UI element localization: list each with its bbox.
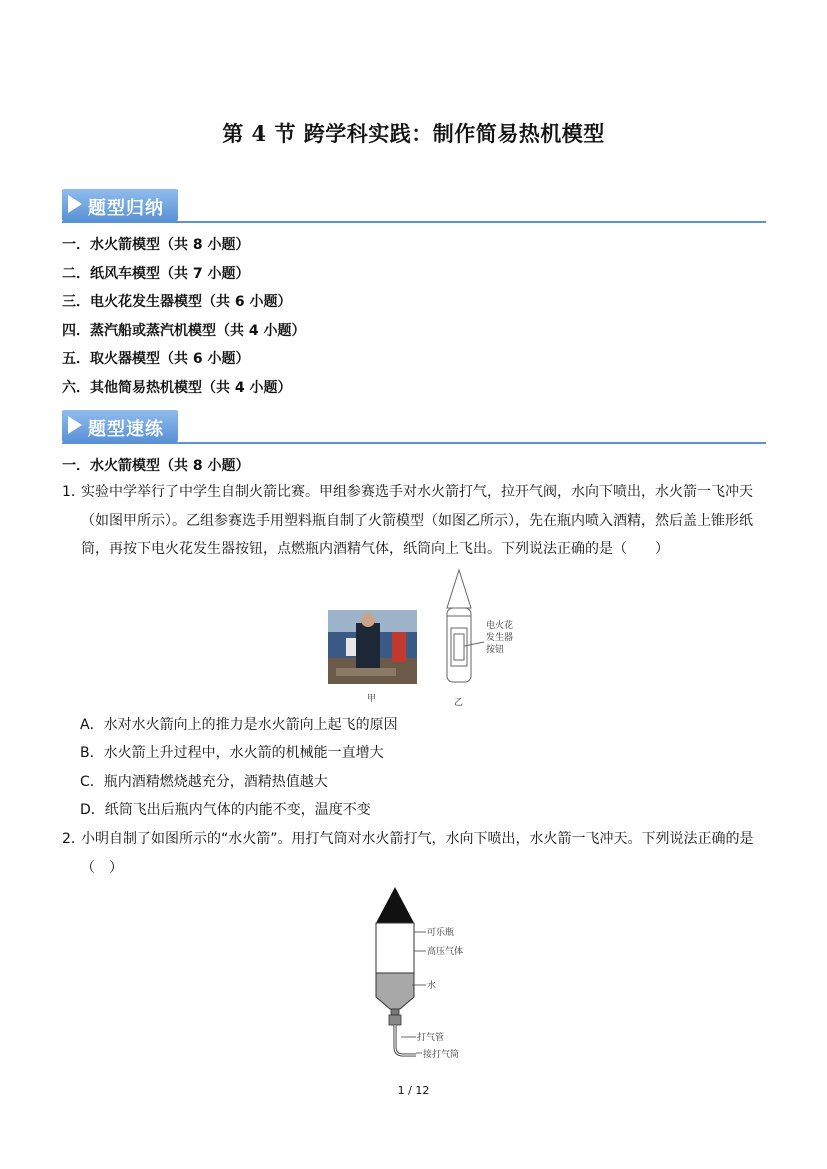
option-d[interactable]: D．纸筒飞出后瓶内气体的内能不变，温度不变 bbox=[80, 802, 371, 818]
toc-item[interactable]: 六．其他简易热机模型（共 4 小题） bbox=[62, 379, 292, 396]
banner-rule bbox=[62, 442, 766, 444]
label-air-tube: 打气管 bbox=[417, 1033, 445, 1043]
arrow-icon bbox=[68, 416, 82, 434]
banner-label: 题型速练 bbox=[88, 419, 164, 440]
label-gas: 高压气体 bbox=[427, 947, 464, 957]
question-number: 1． bbox=[62, 484, 85, 500]
page-number: 1 / 12 bbox=[397, 1084, 430, 1097]
bottle-rocket-drawing bbox=[447, 570, 484, 682]
figure-rockets-svg bbox=[326, 568, 526, 708]
toc-item[interactable]: 二．纸风车模型（共 7 小题） bbox=[62, 265, 250, 282]
callout-line-1: 电火花 bbox=[486, 621, 514, 631]
figure-rockets bbox=[326, 568, 526, 708]
label-water: 水 bbox=[427, 981, 437, 991]
figure-label-a: 甲 bbox=[367, 694, 377, 704]
section-heading: 一．水火箭模型（共 8 小题） bbox=[62, 458, 250, 474]
callout-line-2: 发生器 bbox=[486, 633, 514, 643]
water-rocket-svg bbox=[366, 885, 476, 1065]
banner-label: 题型归纳 bbox=[88, 198, 164, 219]
banner-tab bbox=[62, 189, 178, 221]
topic-list bbox=[62, 236, 762, 407]
question-text: 小明自制了如图所示的“水火箭”。用打气筒对水火箭打气，水向下喷出，水火箭一飞冲天。下列说法正确的是（ ） bbox=[81, 831, 754, 876]
figure-label-b: 乙 bbox=[454, 698, 464, 708]
question-2 bbox=[62, 825, 768, 882]
label-bottle: 可乐瓶 bbox=[427, 928, 455, 938]
toc-item[interactable]: 三．电火花发生器模型（共 6 小题） bbox=[62, 294, 292, 310]
question-text: 实验中学举行了中学生自制火箭比赛。甲组参赛选手对水火箭打气，拉开气阀，水向下喷出，水火箭一飞冲天（如图甲所示）。乙组参赛选手用塑料瓶自制了火箭模型（如图乙所示），先在瓶内喷入酒精，然后盖上锥形纸筒，再按下电火花发生器按钮，点燃瓶内酒精气体，纸筒向上飞出。下列说法正确的是（ ） bbox=[81, 484, 753, 557]
option-b[interactable]: B．水火箭上升过程中，水火箭的机械能一直增大 bbox=[80, 745, 384, 761]
section-banner-practice bbox=[62, 410, 766, 444]
section-banner-summary bbox=[62, 189, 766, 223]
question-number: 2． bbox=[62, 831, 85, 847]
arrow-icon bbox=[68, 195, 82, 213]
photo-water-rocket bbox=[328, 610, 417, 684]
toc-item[interactable]: 四．蒸汽船或蒸汽机模型（共 4 小题） bbox=[62, 322, 306, 339]
toc-item[interactable]: 五．取火器模型（共 6 小题） bbox=[62, 351, 250, 367]
page-title: 第 4 节 跨学科实践：制作简易热机模型 bbox=[222, 121, 605, 146]
option-c[interactable]: C．瓶内酒精燃烧越充分，酒精热值越大 bbox=[80, 774, 328, 790]
option-a[interactable]: A．水对水火箭向上的推力是水火箭向上起飞的原因 bbox=[80, 717, 398, 733]
banner-rule bbox=[62, 221, 766, 223]
toc-item[interactable]: 一．水火箭模型（共 8 小题） bbox=[62, 237, 250, 253]
label-pump: 接打气筒 bbox=[423, 1050, 460, 1060]
callout-line-3: 按钮 bbox=[486, 645, 505, 655]
banner-tab bbox=[62, 410, 178, 442]
question-1 bbox=[62, 478, 768, 564]
figure-water-rocket bbox=[366, 885, 476, 1065]
